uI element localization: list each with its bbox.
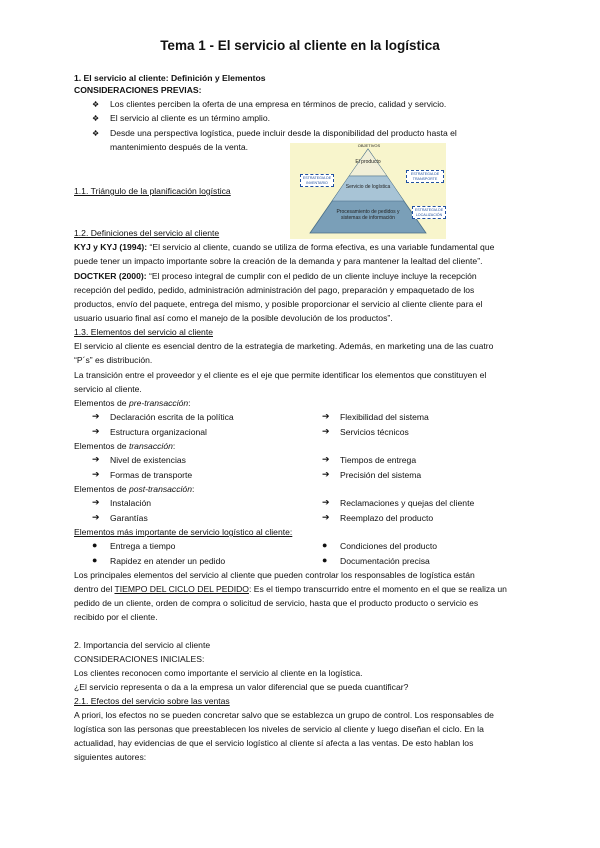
definition-kyj-line: puede tener un impacto importante sobre la creación de la demanda y para mantener la lealtad del cliente”. (74, 256, 483, 266)
section1-heading: 1. El servicio al cliente: Definición y Elementos (74, 73, 266, 83)
transport-strategy-box: ESTRATEGIA DE TRANSPORTE (406, 170, 444, 183)
important-elements-label: Elementos más importante de servicio logístico al cliente: (74, 527, 293, 537)
arrow-right-icon: ➔ (92, 454, 100, 464)
list-item: Rapidez en atender un pedido (110, 556, 226, 566)
diamond-bullet-icon: ❖ (92, 100, 100, 109)
bullet-dot-icon: ● (92, 555, 98, 565)
paragraph-line: Los principales elementos del servicio al cliente que pueden controlar los responsables de logística están (74, 570, 475, 580)
arrow-right-icon: ➔ (322, 497, 330, 507)
list-item: Formas de transporte (110, 470, 193, 480)
list-item: Reclamaciones y quejas del cliente (340, 498, 475, 508)
list-item: Instalación (110, 498, 152, 508)
diamond-bullet-icon: ❖ (92, 129, 100, 138)
paragraph-line: A priori, los efectos no se pueden concretar salvo que se establezca un grupo de control. Los responsables de (74, 710, 494, 720)
list-item: Flexibilidad del sistema (340, 412, 429, 422)
subsection-1-2: 1.2. Definiciones del servicio al cliente (74, 228, 220, 238)
paragraph-line: logística son las personas que preestablecen los niveles de servicio al cliente y luego diseñan el ciclo. En la (74, 724, 484, 734)
paragraph-line: ¿El servicio representa o da a la empresa un valor diferencial que se pueda cuantificar? (74, 682, 409, 692)
paragraph-line: El servicio al cliente es esencial dentro de la estrategia de marketing. Además, en marketing una de las cuatro (74, 341, 494, 351)
post-transaction-label: Elementos de post-transacción: (74, 484, 195, 494)
bullet-dot-icon: ● (322, 540, 328, 550)
subsection-2-1: 2.1. Efectos del servicio sobre las ventas (74, 696, 230, 706)
list-item: Documentación precisa (340, 556, 430, 566)
arrow-right-icon: ➔ (92, 497, 100, 507)
list-item: Reemplazo del producto (340, 513, 434, 523)
bullet-dot-icon: ● (92, 540, 98, 550)
paragraph-line: recibido por el cliente. (74, 612, 158, 622)
list-item: Garantías (110, 513, 148, 523)
paragraph-line: siguientes autores: (74, 752, 147, 762)
pyramid-base-label: Procesamiento de pedidos y sistemas de información (336, 209, 400, 221)
arrow-right-icon: ➔ (322, 426, 330, 436)
subsection-1-1: 1.1. Triángulo de la planificación logística (74, 186, 231, 196)
section2-heading: 2. Importancia del servicio al cliente (74, 640, 211, 650)
location-strategy-box: ESTRATEGIA DE LOCALIZACIÓN (412, 206, 446, 219)
paragraph-line: servicio al cliente. (74, 384, 142, 394)
paragraph-line: La transición entre el proveedor y el cliente es el eje que permite identificar los elementos que constituyen el (74, 370, 487, 380)
pyramid-middle-label: Servicio de logística (345, 184, 391, 190)
pyramid-top-label: OBJETIVOS (357, 143, 381, 148)
logistics-triangle-diagram (290, 143, 446, 239)
list-item: Condiciones del producto (340, 541, 437, 551)
list-item: Declaración escrita de la política (110, 412, 234, 422)
arrow-right-icon: ➔ (322, 411, 330, 421)
arrow-right-icon: ➔ (322, 512, 330, 522)
list-item: Entrega a tiempo (110, 541, 176, 551)
subsection-1-3: 1.3. Elementos del servicio al cliente (74, 327, 214, 337)
inventory-strategy-box: ESTRATEGIA DE INVENTARIO (300, 174, 334, 187)
list-item: Nivel de existencias (110, 455, 186, 465)
pre-transaction-label: Elementos de pre-transacción: (74, 398, 191, 408)
arrow-right-icon: ➔ (92, 426, 100, 436)
definition-doctker-line: usuario usuario final así como el manejo de la posible devolución de los productos”. (74, 313, 393, 323)
bullet-text: El servicio al cliente es un término amplio. (110, 113, 271, 123)
list-item: Estructura organizacional (110, 427, 207, 437)
list-item: Servicios técnicos (340, 427, 409, 437)
arrow-right-icon: ➔ (92, 469, 100, 479)
arrow-right-icon: ➔ (322, 454, 330, 464)
definition-kyj-line: KYJ y KYJ (1994): “El servicio al cliente, cuando se utiliza de forma efectiva, es una variable fundamental que (74, 242, 495, 252)
diamond-bullet-icon: ❖ (92, 114, 100, 123)
definition-doctker-line: recepción del pedido, pedido, administración administración del pago, preparación y empaquetado de los (74, 285, 475, 295)
considerations-label: CONSIDERACIONES INICIALES: (74, 654, 205, 664)
paragraph-line: “P´s” es distribución. (74, 355, 153, 365)
considerations-label: CONSIDERACIONES PREVIAS: (74, 85, 202, 95)
paragraph-line: dentro del TIEMPO DEL CICLO DEL PEDIDO: Es el tiempo transcurrido entre el momento en el que se realiza un (74, 584, 507, 594)
paragraph-line: Los clientes reconocen como importante el servicio al cliente en la logística. (74, 668, 363, 678)
bullet-text: Desde una perspectiva logística, puede incluir desde la disponibilidad del producto hasta el (110, 128, 457, 138)
arrow-right-icon: ➔ (92, 411, 100, 421)
document-title: Tema 1 - El servicio al cliente en la logística (160, 38, 440, 53)
paragraph-line: pedido de un cliente, orden de compra o solicitud de servicio, hasta que el producto producto o servicio es (74, 598, 479, 608)
transaction-label: Elementos de transacción: (74, 441, 176, 451)
arrow-right-icon: ➔ (92, 512, 100, 522)
list-item: Precisión del sistema (340, 470, 422, 480)
pyramid-apex-label: El producto (355, 159, 381, 165)
arrow-right-icon: ➔ (322, 469, 330, 479)
bullet-text: Los clientes perciben la oferta de una empresa en términos de precio, calidad y servicio. (110, 99, 447, 109)
bullet-dot-icon: ● (322, 555, 328, 565)
definition-doctker-line: productos, envío del paquete, entrega del mismo, y posible proporcionar el servicio al cliente cliente para el (74, 299, 483, 309)
bullet-text: mantenimiento después de la venta. (110, 142, 249, 152)
paragraph-line: actualidad, hay evidencias de que el servicio logístico al cliente sí afecta a las ventas. De esto hablan los (74, 738, 474, 748)
definition-doctker-line: DOCTKER (2000): “El proceso integral de cumplir con el pedido de un cliente incluye incluye la recepción (74, 271, 477, 281)
list-item: Tiempos de entrega (340, 455, 417, 465)
